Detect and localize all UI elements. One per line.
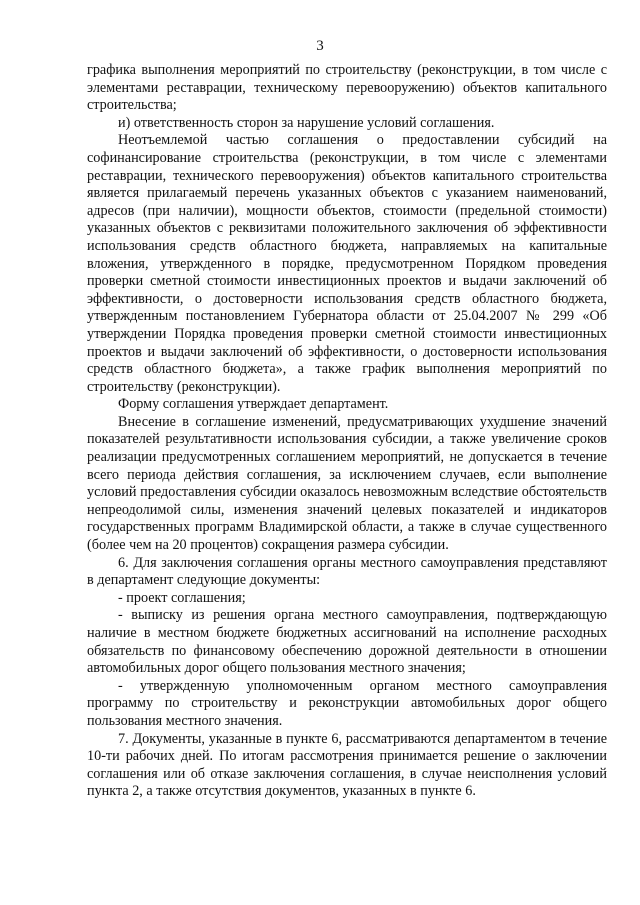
list-item-draft-agreement: - проект соглашения; [118, 589, 246, 606]
paragraph-amendments: Внесение в соглашение изменений, предусматривающих ухудшение значений показателей результативности использования субсидии, а также увеличение сроков реализации предусмотренных соглашением мероприятий, не допускается в течение всего периода действия соглашения, за исключением случаев, если выполнение условий предоставления субсидии оказалось невозможным вследствие обстоятельств непреодолимой силы, изменения значений целевых показателей и индикаторов государственных программ Владимирской области, а также в случае существенного (более чем на 20 процентов) сокращения размера субсидии. [87, 413, 607, 554]
page-number: 3 [316, 38, 324, 54]
list-item-budget-extract: - выписку из решения органа местного самоуправления, подтверждающую наличие в местном бюджете бюджетных ассигнований на исполнение расходных обязательств по финансовому обеспечению дорожной деятельности в отношении автомобильных дорог общего пользования местного значения; [87, 607, 607, 677]
document-body [87, 62, 607, 801]
list-item-road-program: - утвержденную уполномоченным органом местного самоуправления программу по строительству и реконструкции автомобильных дорог общего пользования местного значения. [87, 677, 607, 729]
paragraph-item-i-responsibility: и) ответственность сторон за нарушение условий соглашения. [118, 114, 495, 131]
paragraph-continuation-schedule: графика выполнения мероприятий по строительству (реконструкции, в том числе с элементами реставрации, техническому перевооружению) объектов капитального строительства; [87, 62, 607, 114]
paragraph-clause-7: 7. Документы, указанные в пункте 6, рассматриваются департаментом в течение 10-ти рабочих дней. По итогам рассмотрения принимается решение о заключении соглашения или об отказе заключения соглашения, в случае неисполнения условий пункта 2, а также отсутствия документов, указанных в пункте 6. [87, 730, 607, 800]
paragraph-agreement-form: Форму соглашения утверждает департамент. [118, 396, 389, 413]
paragraph-clause-6: 6. Для заключения соглашения органы местного самоуправления представляют в департамент следующие документы: [87, 554, 607, 589]
paragraph-integral-part-list: Неотъемлемой частью соглашения о предоставлении субсидий на софинансирование строительства (реконструкции, в том числе с элементами реставрации, технического перевооружения) объектов капитального строительства является прилагаемый перечень указанных объектов с указанием наименований, адресов (при наличии), мощности объектов, стоимости (предельной стоимости) указанных объектов с реквизитами положительного заключения об эффективности использования средств областного бюджета, направляемых на капитальные вложения, утвержденного в порядке, предусмотренном Порядком проведения проверки сметной стоимости инвестиционных проектов и выдачи заключений об эффективности, о достоверности использования средств областного бюджета, утвержденным постановлением Губернатора области от 25.04.2007 № 299 «Об утверждении Порядка проведения проверки сметной стоимости инвестиционных проектов и выдачи заключений об эффективности, о достоверности использования средств областного бюджета», а также график выполнения мероприятий по строительству (реконструкции). [87, 132, 607, 395]
